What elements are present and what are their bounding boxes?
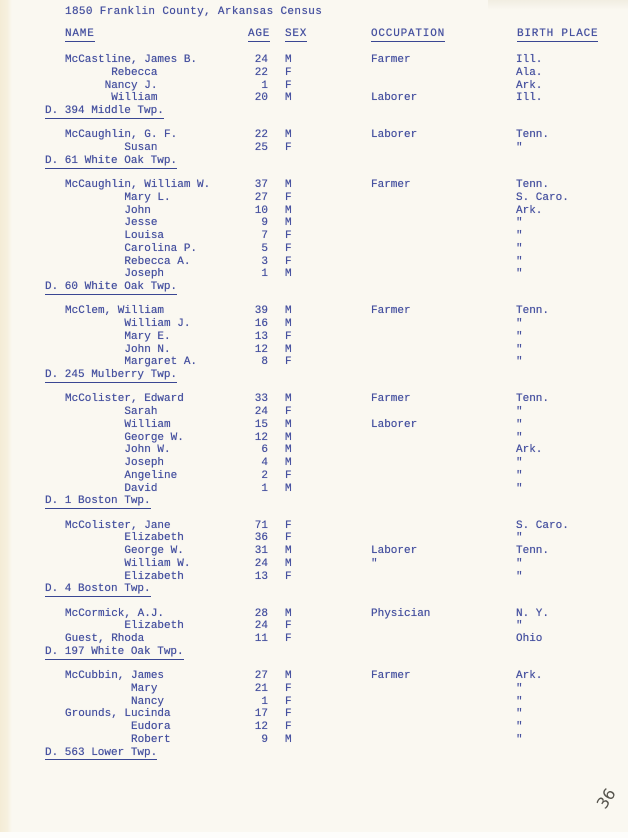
age-cell: 1 <box>261 695 268 708</box>
birthplace-cell: Ohio <box>516 633 543 645</box>
name-cell: Angeline <box>65 469 178 482</box>
sex-cell: M <box>285 343 292 356</box>
census-row <box>45 217 628 230</box>
name-cell: George W. <box>65 545 184 557</box>
sex-cell: M <box>285 482 292 495</box>
name-cell: McCaughlin, William W. <box>65 179 211 191</box>
dwelling-township-footer <box>45 105 628 118</box>
census-row <box>45 721 628 734</box>
birthplace-cell: Tenn. <box>516 179 550 191</box>
census-table <box>45 54 628 771</box>
sex-cell: F <box>285 330 292 343</box>
census-row <box>45 406 628 419</box>
name-cell: Eudora <box>65 721 171 733</box>
sex-cell: M <box>285 92 292 105</box>
census-row <box>45 92 628 105</box>
birthplace-cell: " <box>516 482 523 495</box>
census-family-group <box>45 129 628 167</box>
census-family-group <box>45 393 628 508</box>
birthplace-cell: " <box>516 708 523 721</box>
name-cell: Mary <box>65 682 158 695</box>
birthplace-cell: Ill. <box>516 54 543 66</box>
sex-cell: M <box>285 305 292 318</box>
dwelling-township-footer <box>45 369 628 382</box>
name-cell: Joseph <box>65 457 165 469</box>
birthplace-cell: " <box>516 695 523 708</box>
sex-cell: F <box>285 519 292 532</box>
birthplace-cell: " <box>516 142 523 154</box>
occupation-cell: Farmer <box>371 54 411 66</box>
census-row <box>45 432 628 445</box>
census-row <box>45 54 628 67</box>
age-cell: 5 <box>261 242 268 255</box>
census-row <box>45 393 628 406</box>
sex-cell: F <box>285 708 292 721</box>
birthplace-cell: Ill. <box>516 92 543 105</box>
occupation-cell: Laborer <box>371 129 418 142</box>
sex-cell: M <box>285 204 292 217</box>
age-cell: 33 <box>254 393 268 406</box>
age-cell: 12 <box>254 721 268 733</box>
age-cell: 71 <box>254 519 268 532</box>
occupation-cell: " <box>371 557 378 570</box>
age-cell: 9 <box>261 217 268 230</box>
birthplace-cell: " <box>516 682 523 695</box>
age-cell: 1 <box>261 268 268 281</box>
scan-bottom-margin <box>0 832 628 838</box>
sex-cell: F <box>285 469 292 482</box>
birthplace-cell: " <box>516 318 523 330</box>
name-cell: McColister, Jane <box>65 519 171 532</box>
occupation-cell: Farmer <box>371 670 411 682</box>
census-row <box>45 633 628 646</box>
census-row <box>45 318 628 331</box>
sex-cell: F <box>285 66 292 79</box>
birthplace-cell: Tenn. <box>516 305 550 318</box>
birthplace-cell: " <box>516 721 523 733</box>
birthplace-cell: Ark. <box>516 79 543 92</box>
sex-cell: M <box>285 179 292 191</box>
occupation-cell: Farmer <box>371 393 411 406</box>
birthplace-cell: S. Caro. <box>516 519 569 532</box>
birthplace-cell: Ark. <box>516 204 543 217</box>
age-cell: 1 <box>261 482 268 495</box>
name-cell: Susan <box>65 142 158 154</box>
sex-cell: F <box>285 532 292 545</box>
sex-cell: M <box>285 129 292 142</box>
birthplace-cell: " <box>516 230 523 242</box>
sex-cell: M <box>285 431 292 444</box>
name-cell: McCormick, A.J. <box>65 607 165 620</box>
name-cell: William W. <box>65 557 191 570</box>
census-row <box>45 545 628 558</box>
census-row <box>45 80 628 93</box>
column-header-occupation: OCCUPATION <box>371 28 446 40</box>
age-cell: 7 <box>261 230 268 242</box>
age-cell: 6 <box>261 444 268 457</box>
age-cell: 11 <box>254 633 268 645</box>
sex-cell: F <box>285 230 292 242</box>
age-cell: 21 <box>254 682 268 695</box>
name-cell: Mary L. <box>65 191 171 204</box>
sex-cell: F <box>285 406 292 418</box>
census-family-group <box>45 305 628 382</box>
name-cell: William J. <box>65 318 191 330</box>
occupation-cell: Laborer <box>371 545 418 557</box>
name-cell: McClem, William <box>65 305 165 318</box>
occupation-cell: Farmer <box>371 305 411 318</box>
name-cell: Nancy J. <box>65 79 158 92</box>
census-row <box>45 620 628 633</box>
census-family-group <box>45 179 628 294</box>
birthplace-cell: " <box>516 242 523 255</box>
sex-cell: F <box>285 191 292 204</box>
name-cell: John N. <box>65 343 171 356</box>
age-cell: 10 <box>254 204 268 217</box>
dwelling-township-label: D. 60 White Oak Twp. <box>45 281 178 293</box>
census-row <box>45 268 628 281</box>
dwelling-township-label: D. 61 White Oak Twp. <box>45 154 178 167</box>
name-cell: McColister, Edward <box>65 393 184 406</box>
census-row <box>45 457 628 470</box>
sex-cell: F <box>285 682 292 695</box>
census-family-group <box>45 54 628 118</box>
dwelling-township-footer <box>45 646 628 659</box>
sex-cell: M <box>285 393 292 406</box>
census-row <box>45 142 628 155</box>
age-cell: 9 <box>261 733 268 746</box>
handwritten-page-number: 36 <box>592 784 620 813</box>
age-cell: 31 <box>254 545 268 557</box>
sex-cell: M <box>285 557 292 570</box>
census-row <box>45 696 628 709</box>
age-cell: 24 <box>254 557 268 570</box>
sex-cell: F <box>285 721 292 733</box>
sex-cell: M <box>285 670 292 682</box>
sex-cell: M <box>285 545 292 557</box>
census-row <box>45 356 628 369</box>
census-row <box>45 558 628 571</box>
age-cell: 3 <box>261 255 268 268</box>
census-row <box>45 256 628 269</box>
census-row <box>45 444 628 457</box>
name-cell: David <box>65 482 158 495</box>
census-row <box>45 243 628 256</box>
name-cell: John W. <box>65 444 171 457</box>
sex-cell: M <box>285 54 292 66</box>
column-header-birthplace: BIRTH PLACE <box>517 28 599 40</box>
age-cell: 12 <box>254 431 268 444</box>
census-row <box>45 129 628 142</box>
census-row <box>45 67 628 80</box>
age-cell: 39 <box>254 305 268 318</box>
birthplace-cell: Ala. <box>516 66 543 79</box>
page-left-edge <box>0 0 12 832</box>
age-cell: 16 <box>254 318 268 330</box>
birthplace-cell: " <box>516 217 523 230</box>
sex-cell: F <box>285 142 292 154</box>
name-cell: Robert <box>65 733 171 746</box>
census-row <box>45 192 628 205</box>
census-row <box>45 205 628 218</box>
census-row <box>45 344 628 357</box>
sex-cell: M <box>285 457 292 469</box>
age-cell: 24 <box>254 406 268 418</box>
sex-cell: M <box>285 318 292 330</box>
birthplace-cell: " <box>516 532 523 545</box>
dwelling-township-label: D. 1 Boston Twp. <box>45 495 151 508</box>
age-cell: 17 <box>254 708 268 721</box>
name-cell: Grounds, Lucinda <box>65 708 171 721</box>
birthplace-cell: N. Y. <box>516 607 550 620</box>
age-cell: 22 <box>254 66 268 79</box>
dwelling-township-label: D. 394 Middle Twp. <box>45 105 164 117</box>
name-cell: Nancy <box>65 695 165 708</box>
census-row <box>45 483 628 496</box>
census-row <box>45 708 628 721</box>
birthplace-cell: " <box>516 469 523 482</box>
name-cell: McCastline, James B. <box>65 54 198 66</box>
sex-cell: F <box>285 242 292 255</box>
birthplace-cell: Tenn. <box>516 129 550 142</box>
sex-cell: F <box>285 79 292 92</box>
name-cell: Louisa <box>65 230 165 242</box>
birthplace-cell: Ark. <box>516 670 543 682</box>
sex-cell: F <box>285 255 292 268</box>
birthplace-cell: " <box>516 418 523 431</box>
birthplace-cell: S. Caro. <box>516 191 569 204</box>
page-title: 1850 Franklin County, Arkansas Census <box>65 6 323 18</box>
census-family-group <box>45 608 628 659</box>
age-cell: 25 <box>254 142 268 154</box>
scan-top-shade <box>488 0 628 10</box>
age-cell: 20 <box>254 92 268 105</box>
name-cell: William <box>65 418 171 431</box>
name-cell: McCaughlin, G. F. <box>65 129 178 142</box>
birthplace-cell: " <box>516 570 523 583</box>
dwelling-township-footer <box>45 583 628 596</box>
census-row <box>45 608 628 621</box>
dwelling-township-footer <box>45 747 628 760</box>
birthplace-cell: " <box>516 356 523 369</box>
age-cell: 24 <box>254 54 268 66</box>
age-cell: 12 <box>254 343 268 356</box>
dwelling-township-label: D. 245 Mulberry Twp. <box>45 369 178 381</box>
birthplace-cell: " <box>516 406 523 418</box>
birthplace-cell: " <box>516 733 523 746</box>
name-cell: Elizabeth <box>65 532 184 545</box>
dwelling-township-label: D. 4 Boston Twp. <box>45 583 151 596</box>
age-cell: 27 <box>254 670 268 682</box>
age-cell: 28 <box>254 607 268 620</box>
age-cell: 22 <box>254 129 268 142</box>
sex-cell: M <box>285 444 292 457</box>
age-cell: 13 <box>254 570 268 583</box>
birthplace-cell: Tenn. <box>516 393 550 406</box>
name-cell: John <box>65 204 151 217</box>
name-cell: Margaret A. <box>65 356 198 369</box>
census-row <box>45 683 628 696</box>
age-cell: 13 <box>254 330 268 343</box>
name-cell: Elizabeth <box>65 570 184 583</box>
column-header-row <box>45 28 628 44</box>
age-cell: 2 <box>261 469 268 482</box>
occupation-cell: Laborer <box>371 92 418 105</box>
name-cell: Carolina P. <box>65 242 198 255</box>
name-cell: McCubbin, James <box>65 670 165 682</box>
age-cell: 15 <box>254 418 268 431</box>
census-row <box>45 532 628 545</box>
dwelling-township-footer <box>45 155 628 168</box>
name-cell: Elizabeth <box>65 620 184 633</box>
sex-cell: M <box>285 217 292 230</box>
birthplace-cell: " <box>516 557 523 570</box>
sex-cell: F <box>285 570 292 583</box>
census-row <box>45 734 628 747</box>
age-cell: 37 <box>254 179 268 191</box>
census-family-group <box>45 670 628 759</box>
census-row <box>45 179 628 192</box>
census-family-group <box>45 520 628 597</box>
name-cell: William <box>65 92 158 105</box>
occupation-cell: Physician <box>371 607 431 620</box>
birthplace-cell: Tenn. <box>516 545 550 557</box>
sex-cell: M <box>285 268 292 281</box>
name-cell: George W. <box>65 431 184 444</box>
birthplace-cell: " <box>516 620 523 633</box>
birthplace-cell: " <box>516 343 523 356</box>
age-cell: 36 <box>254 532 268 545</box>
age-cell: 8 <box>261 356 268 369</box>
dwelling-township-footer <box>45 281 628 294</box>
name-cell: Joseph <box>65 268 165 281</box>
dwelling-township-label: D. 563 Lower Twp. <box>45 746 158 759</box>
birthplace-cell: Ark. <box>516 444 543 457</box>
column-header-age: AGE <box>248 28 271 40</box>
birthplace-cell: " <box>516 330 523 343</box>
name-cell: Guest, Rhoda <box>65 633 145 645</box>
age-cell: 24 <box>254 620 268 633</box>
name-cell: Sarah <box>65 406 158 418</box>
column-header-name: NAME <box>65 28 95 40</box>
sex-cell: F <box>285 620 292 633</box>
dwelling-township-label: D. 197 White Oak Twp. <box>45 645 184 658</box>
column-header-sex: SEX <box>285 28 308 40</box>
sex-cell: M <box>285 733 292 746</box>
sex-cell: M <box>285 418 292 431</box>
age-cell: 27 <box>254 191 268 204</box>
name-cell: Mary E. <box>65 330 171 343</box>
census-row <box>45 331 628 344</box>
sex-cell: F <box>285 695 292 708</box>
age-cell: 4 <box>261 457 268 469</box>
name-cell: Jesse <box>65 217 158 230</box>
name-cell: Rebecca A. <box>65 255 191 268</box>
census-row <box>45 571 628 584</box>
occupation-cell: Farmer <box>371 179 411 191</box>
census-row <box>45 305 628 318</box>
name-cell: Rebecca <box>65 66 158 79</box>
census-row <box>45 230 628 243</box>
census-row <box>45 470 628 483</box>
birthplace-cell: " <box>516 457 523 469</box>
age-cell: 1 <box>261 79 268 92</box>
birthplace-cell: " <box>516 431 523 444</box>
census-row <box>45 419 628 432</box>
census-row <box>45 520 628 533</box>
dwelling-township-footer <box>45 495 628 508</box>
sex-cell: F <box>285 633 292 645</box>
birthplace-cell: " <box>516 268 523 281</box>
census-row <box>45 670 628 683</box>
sex-cell: M <box>285 607 292 620</box>
occupation-cell: Laborer <box>371 418 418 431</box>
birthplace-cell: " <box>516 255 523 268</box>
sex-cell: F <box>285 356 292 369</box>
